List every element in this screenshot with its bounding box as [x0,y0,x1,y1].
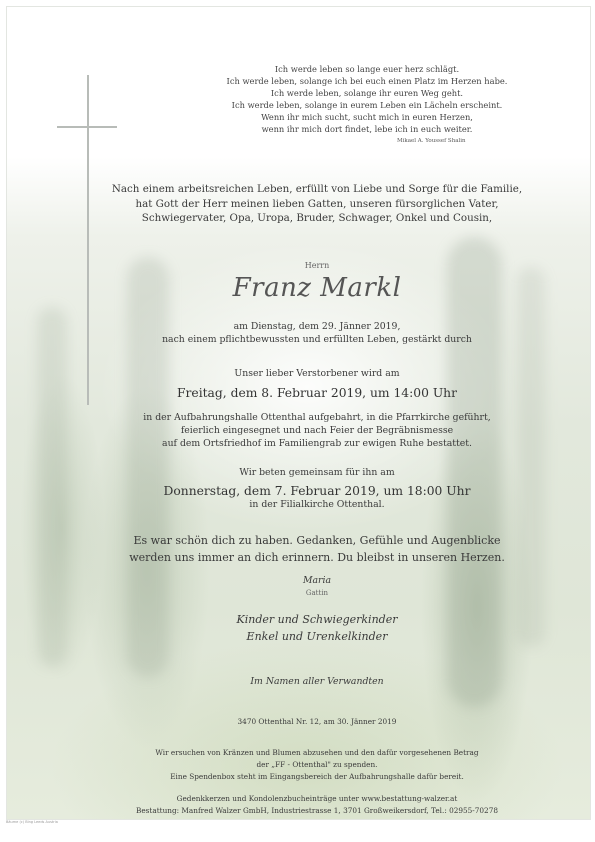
poem-line: Wenn ihr mich sucht, sucht mich in euren Herzen, [261,112,473,122]
death-detail: nach einem pflichtbewussten und erfüllten Leben, gestärkt durch [162,334,472,345]
farewell-line: Es war schön dich zu haben. Gedanken, Gefühle und Augenblicke [133,534,501,547]
funeral-date: Freitag, dem 8. Februar 2019, um 14:00 Uhr [177,386,457,400]
family-mourners [107,611,527,645]
funeral-description [107,411,527,450]
donation-request [107,747,527,783]
prayer-date: Donnerstag, dem 7. Februar 2019, um 18:00 Uhr [163,484,471,498]
undertaker-info [107,793,527,817]
request-line: Wir ersuchen von Kränzen und Blumen abzusehen und den dafür vorgesehenen Betrag [155,748,479,757]
death-date: am Dienstag, dem 29. Jänner 2019, [233,321,401,332]
deceased-name: Franz Markl [232,273,402,303]
cross-icon-bar [57,126,117,128]
request-line: der „FF - Ottenthal" zu spenden. [256,760,378,769]
cross-icon [87,75,89,405]
image-credit: Bäume (c) Bing Leeds Austria [6,820,58,824]
funeral-line: feierlich eingesegnet und nach Feier der Begräbnismesse [180,425,454,436]
prayer-intro: Wir beten gemeinsam für ihn am [239,467,395,478]
undertaker-line: Bestattung: Manfred Walzer GmbH, Industriestrasse 1, 3701 Großweikersdorf, Tel.: 02955-70278 [136,806,498,815]
funeral-announcement: Unser lieber Verstorbener wird am [234,368,400,379]
farewell-line: werden uns immer an dich erinnern. Du bleibst in unseren Herzen. [129,551,505,564]
death-notice [107,320,527,346]
salutation: Herrn [304,261,330,270]
obituary-page [6,6,591,820]
funeral-line: auf dem Ortsfriedhof im Familiengrab zur ewigen Ruhe bestattet. [162,438,472,449]
poem [187,63,547,135]
spouse-role: Gattin [305,589,329,597]
funeral-line: in der Aufbahrungshalle Ottenthal aufgebahrt, in die Pfarrkirche geführt, [143,412,491,423]
poem-author: Mikael A. Youssef Shalin [397,138,466,144]
poem-line: Ich werde leben, solange ihr euren Weg geht. [270,88,464,98]
undertaker-line: Gedenkkerzen und Kondolenzbucheinträge unter www.bestattung-walzer.at [176,794,458,803]
place-date: 3470 Ottenthal Nr. 12, am 30. Jänner 2019 [237,717,397,726]
background-tree [37,307,67,667]
poem-line: wenn ihr mich dort findet, lebe ich in euch weiter. [261,124,473,134]
spouse-name: Maria [302,575,332,586]
poem-line: Ich werde leben, solange ich bei euch einen Platz im Herzen habe. [226,76,508,86]
family-line: Kinder und Schwiegerkinder [236,613,398,626]
prayer-place: in der Filialkirche Ottenthal. [249,499,385,510]
family-line: Enkel und Urenkelkinder [246,630,388,643]
poem-line: Ich werde leben, solange in eurem Leben ein Lächeln erscheint. [231,100,503,110]
poem-line: Ich werde leben so lange euer herz schlägt. [274,64,460,74]
intro-text: Nach einem arbeitsreichen Leben, erfüllt von Liebe und Sorge für die Familie, hat Gott der Herr meinen lieben Gatten, unseren fürsorglichen Vater, Schwiegervater, Opa, Uropa, Bruder, Schwager, Onkel und Cousin, [111,183,523,224]
farewell-text [107,532,527,566]
relatives-line: Im Namen aller Verwandten [250,676,384,687]
request-line: Eine Spendenbox steht im Eingangsbereich der Aufbahrungshalle dafür bereit. [170,772,464,781]
